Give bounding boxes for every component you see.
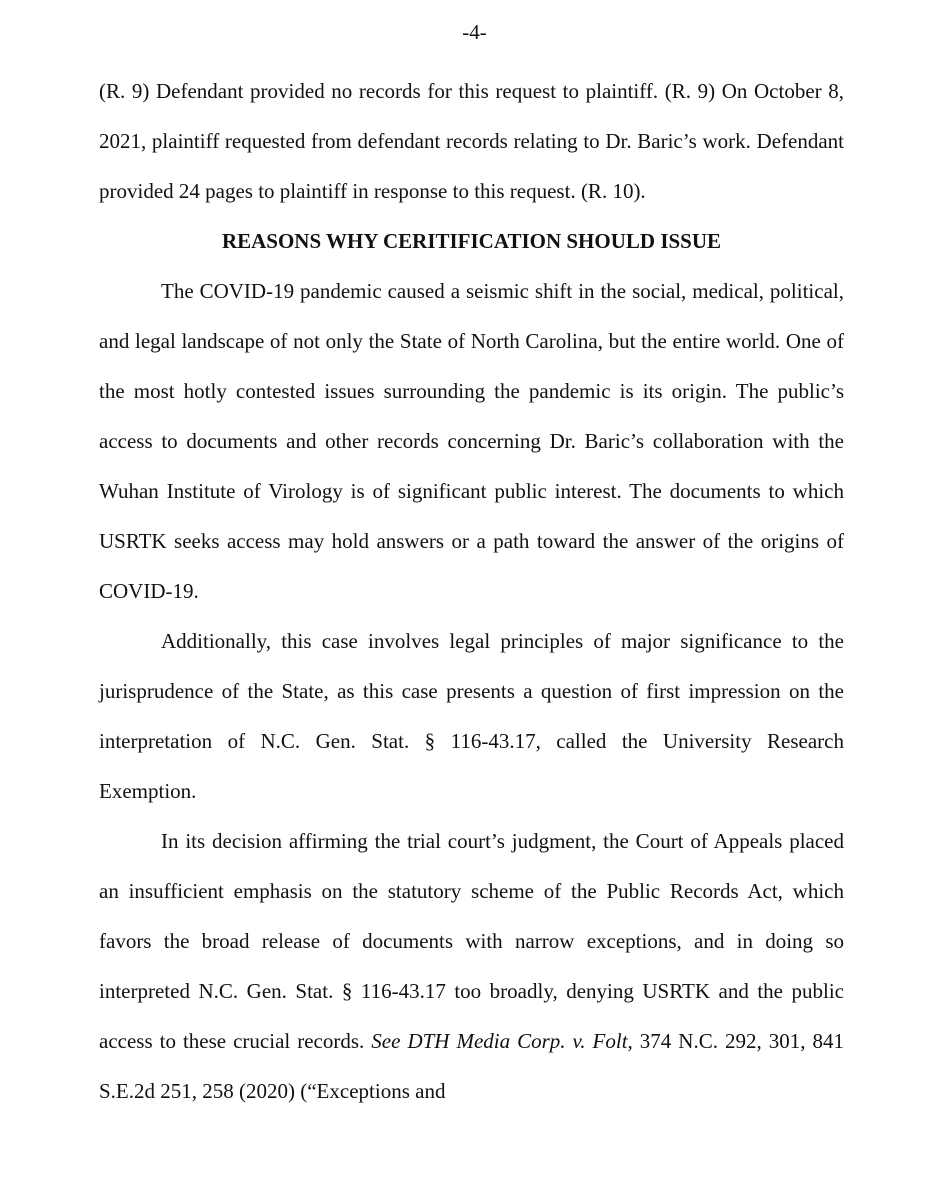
section-heading: REASONS WHY CERITIFICATION SHOULD ISSUE xyxy=(221,229,722,253)
document-body xyxy=(99,66,844,1116)
paragraph-continuation: (R. 9) Defendant provided no records for this request to plaintiff. (R. 9) On October 8, 2021, plaintiff requested from defendant records relating to Dr. Baric’s work. Defendant provided 24 pages to plaintiff in response to this request. (R. 10). xyxy=(99,79,844,203)
paragraph-legal-principles: Additionally, this case involves legal principles of major significance to the jurisprudence of the State, as this case presents a question of first impression on the interpretation of N.C. Gen. Stat. § 116-43.17, called the University Research Exemption. xyxy=(99,629,844,803)
case-citation-rest: , 374 N.C. 292, 301, 841 S.E.2d 251, 258 (2020) (“Exceptions and xyxy=(99,1029,844,1103)
case-citation-italic: See DTH Media Corp. v. Folt xyxy=(371,1029,628,1053)
paragraph-court-of-appeals xyxy=(99,816,844,1116)
paragraph-covid-origins: The COVID-19 pandemic caused a seismic shift in the social, medical, political, and legal landscape of not only the State of North Carolina, but the entire world. One of the most hotly contested issues surrounding the pandemic is its origin. The public’s access to documents and other records concerning Dr. Baric’s collaboration with the Wuhan Institute of Virology is of significant public interest. The documents to which USRTK seeks access may hold answers or a path toward the answer of the origins of COVID-19. xyxy=(99,279,844,603)
paragraph-court-of-appeals-text: In its decision affirming the trial court’s judgment, the Court of Appeals placed an insufficient emphasis on the statutory scheme of the Public Records Act, which favors the broad release of documents with narrow exceptions, and in doing so interpreted N.C. Gen. Stat. § 116-43.17 too broadly, denying USRTK and the public access to these crucial records. xyxy=(99,829,844,1053)
page-number: -4- xyxy=(462,20,487,44)
